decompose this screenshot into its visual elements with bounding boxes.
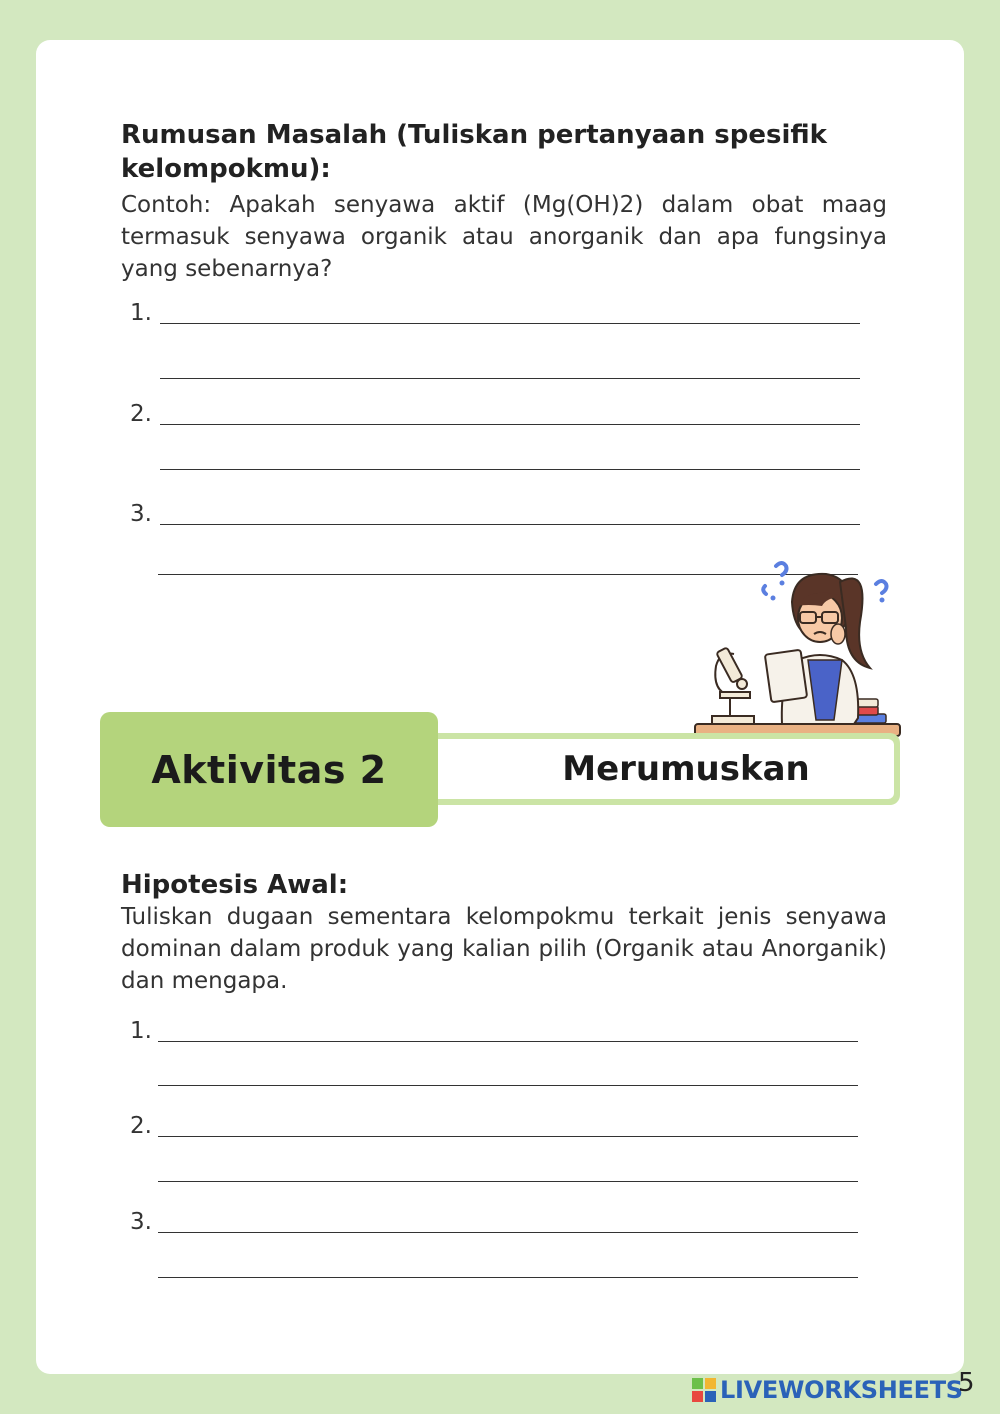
section2-answer-line-3b[interactable]	[158, 1277, 858, 1278]
liveworksheets-logo-icon	[692, 1378, 716, 1402]
section1-answer-line-1a[interactable]	[160, 323, 860, 324]
section2-answer-line-2a[interactable]	[158, 1136, 858, 1137]
section1-item-number-2: 2.	[130, 401, 152, 427]
section1-instruction: Contoh: Apakah senyawa aktif (Mg(OH)2) dalam obat maag termasuk senyawa organik atau anorganik dan apa fungsinya yang sebenarnya?	[121, 192, 887, 282]
section2-answer-line-3a[interactable]	[158, 1232, 858, 1233]
activity-title-bar-inner	[438, 739, 894, 799]
section1-item-number-1: 1.	[130, 300, 152, 326]
liveworksheets-brand[interactable]	[692, 1376, 963, 1404]
section1-heading	[121, 118, 827, 186]
section2-answer-line-1a[interactable]	[158, 1041, 858, 1042]
section1-answer-line-3a[interactable]	[160, 524, 860, 525]
section2-item-number-2: 2.	[130, 1113, 152, 1139]
activity-title-bar	[432, 733, 900, 805]
section2-item-number-1: 1.	[130, 1018, 152, 1044]
activity-label: Aktivitas 2	[151, 747, 387, 792]
section1-item-number-3: 3.	[130, 501, 152, 527]
section2-instruction: Tuliskan dugaan sementara kelompokmu terkait jenis senyawa dominan dalam produk yang kalian pilih (Organik atau Anorganik) dan mengapa.	[121, 904, 887, 994]
section1-answer-line-2b[interactable]	[160, 469, 860, 470]
section2-item-number-3: 3.	[130, 1209, 152, 1235]
section2-heading: Hipotesis Awal:	[121, 870, 349, 900]
activity-label-box	[100, 712, 438, 827]
microscope-icon	[712, 647, 754, 724]
brand-name: LIVEWORKSHEETS	[720, 1376, 963, 1404]
section2-answer-line-2b[interactable]	[158, 1181, 858, 1182]
section1-answer-line-1b[interactable]	[160, 378, 860, 379]
scientist-illustration	[690, 556, 905, 740]
page-number: 5	[958, 1368, 975, 1398]
section2-answer-line-1b[interactable]	[158, 1085, 858, 1086]
activity-title: Merumuskan	[562, 749, 810, 789]
section1-answer-line-2a[interactable]	[160, 424, 860, 425]
section1-heading-line1: Rumusan Masalah (Tuliskan pertanyaan spesifik	[121, 120, 827, 150]
section1-heading-line2: kelompokmu):	[121, 154, 331, 184]
